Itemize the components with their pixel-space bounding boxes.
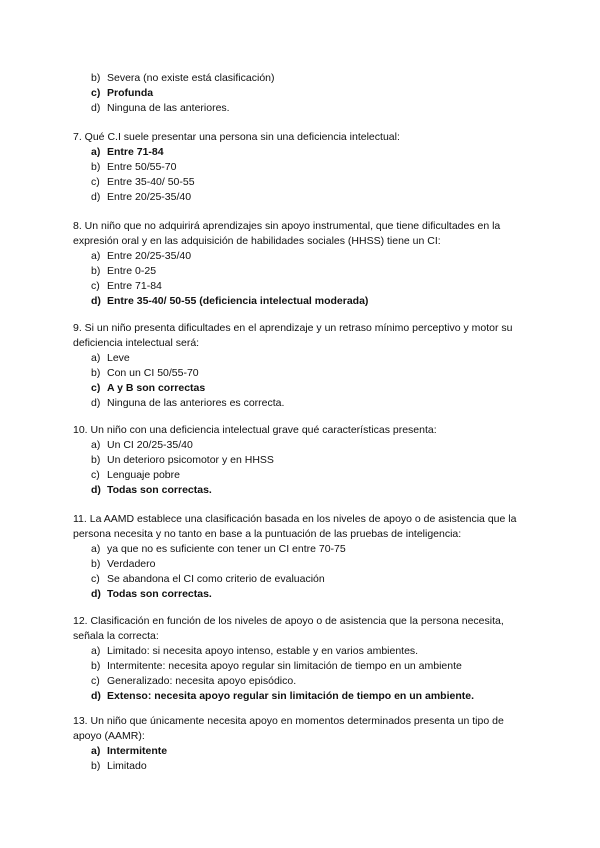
options-list — [73, 438, 533, 498]
option-letter: a) — [91, 146, 101, 158]
question-block-6-continued — [73, 71, 533, 116]
option-a — [73, 644, 533, 659]
option-text: Lenguaje pobre — [107, 469, 180, 481]
question-text: 11. La AAMD establece una clasificación basada en los niveles de apoyo o de asistencia que la persona necesita y no tanto en base a la puntuación de las pruebas de inteligencia: — [73, 513, 517, 540]
option-letter: a) — [91, 645, 101, 657]
question-block-8 — [73, 219, 533, 309]
options-list — [73, 351, 533, 411]
option-text: Un deterioro psicomotor y en HHSS — [107, 454, 274, 466]
option-letter: c) — [91, 573, 100, 585]
option-letter: c) — [91, 382, 101, 394]
options-list — [73, 249, 533, 309]
options-list — [73, 542, 533, 602]
option-a — [73, 351, 533, 366]
option-d — [73, 190, 533, 205]
options-list — [73, 145, 533, 205]
options-list — [73, 744, 533, 774]
question-block-11 — [73, 512, 533, 602]
option-text: Entre 20/25-35/40 — [107, 250, 192, 262]
question-block-12 — [73, 614, 533, 704]
option-d — [73, 483, 533, 498]
option-text: Intermitente: necesita apoyo regular sin limitación de tiempo en un ambiente — [107, 660, 462, 672]
option-c — [73, 468, 533, 483]
option-text: Limitado — [107, 760, 147, 772]
option-letter: b) — [91, 660, 101, 672]
option-letter: b) — [91, 367, 101, 379]
option-letter: b) — [91, 265, 101, 277]
option-text: Verdadero — [107, 558, 156, 570]
question-block-10 — [73, 423, 533, 498]
option-d — [73, 101, 533, 116]
option-b — [73, 71, 533, 86]
option-letter: a) — [91, 439, 101, 451]
option-letter: c) — [91, 280, 100, 292]
option-letter: c) — [91, 176, 100, 188]
option-c — [73, 572, 533, 587]
options-list — [73, 71, 533, 116]
option-letter: d) — [91, 102, 101, 114]
option-letter: c) — [91, 675, 100, 687]
option-text: Profunda — [107, 87, 154, 99]
option-text: A y B son correctas — [107, 382, 206, 394]
question-text: 10. Un niño con una deficiencia intelectual grave qué características presenta: — [73, 424, 437, 436]
option-d — [73, 587, 533, 602]
option-letter: d) — [91, 397, 101, 409]
option-text: Entre 0-25 — [107, 265, 157, 277]
option-c — [73, 381, 533, 396]
question-block-7 — [73, 130, 533, 205]
option-c — [73, 86, 533, 101]
option-text: Un CI 20/25-35/40 — [107, 439, 193, 451]
option-text: Entre 50/55-70 — [107, 161, 177, 173]
option-b — [73, 160, 533, 175]
option-letter: c) — [91, 87, 101, 99]
option-d — [73, 396, 533, 411]
option-letter: b) — [91, 454, 101, 466]
option-a — [73, 744, 533, 759]
option-letter: b) — [91, 760, 101, 772]
option-text: Severa (no existe está clasificación) — [107, 72, 275, 84]
option-letter: d) — [91, 295, 101, 307]
option-b — [73, 453, 533, 468]
option-text: Entre 35-40/ 50-55 — [107, 176, 195, 188]
option-letter: a) — [91, 352, 101, 364]
option-letter: d) — [91, 484, 101, 496]
option-c — [73, 175, 533, 190]
option-text: Leve — [107, 352, 130, 364]
option-text: Generalizado: necesita apoyo episódico. — [107, 675, 297, 687]
option-text: Ninguna de las anteriores. — [107, 102, 230, 114]
option-a — [73, 249, 533, 264]
option-text: Se abandona el CI como criterio de evaluación — [107, 573, 325, 585]
option-text: Entre 20/25-35/40 — [107, 191, 192, 203]
option-letter: b) — [91, 161, 101, 173]
option-letter: b) — [91, 72, 101, 84]
option-a — [73, 438, 533, 453]
question-text: 13. Un niño que únicamente necesita apoyo en momentos determinados presenta un tipo de apoyo (AAMR): — [73, 715, 504, 742]
option-letter: a) — [91, 543, 101, 555]
option-a — [73, 542, 533, 557]
option-text: Entre 71-84 — [107, 280, 162, 292]
options-list — [73, 644, 533, 704]
option-a — [73, 145, 533, 160]
option-letter: a) — [91, 250, 101, 262]
option-c — [73, 279, 533, 294]
option-text: Entre 35-40/ 50-55 (deficiencia intelectual moderada) — [107, 295, 369, 307]
option-text: Ninguna de las anteriores es correcta. — [107, 397, 285, 409]
option-b — [73, 659, 533, 674]
option-letter: a) — [91, 745, 101, 757]
option-text: Todas son correctas. — [107, 588, 212, 600]
question-text: 9. Si un niño presenta dificultades en el aprendizaje y un retraso mínimo perceptivo y motor su deficiencia intelectual será: — [73, 322, 513, 349]
option-letter: b) — [91, 558, 101, 570]
option-text: ya que no es suficiente con tener un CI entre 70-75 — [107, 543, 346, 555]
option-text: Con un CI 50/55-70 — [107, 367, 199, 379]
option-d — [73, 294, 533, 309]
option-text: Limitado: si necesita apoyo intenso, estable y en varios ambientes. — [107, 645, 419, 657]
question-text: 7. Qué C.I suele presentar una persona sin una deficiencia intelectual: — [73, 131, 400, 143]
option-b — [73, 557, 533, 572]
option-text: Todas son correctas. — [107, 484, 212, 496]
option-letter: c) — [91, 469, 100, 481]
option-b — [73, 264, 533, 279]
option-letter: d) — [91, 191, 101, 203]
option-text: Extenso: necesita apoyo regular sin limitación de tiempo en un ambiente. — [107, 690, 475, 702]
question-text: 12. Clasificación en función de los niveles de apoyo o de asistencia que la persona necesita, señala la correcta: — [73, 615, 504, 642]
option-c — [73, 674, 533, 689]
question-text: 8. Un niño que no adquirirá aprendizajes sin apoyo instrumental, que tiene dificultades en la expresión oral y en las adquisición de habilidades sociales (HHSS) tiene un CI: — [73, 220, 501, 247]
option-d — [73, 689, 533, 704]
option-text: Intermitente — [107, 745, 168, 757]
option-b — [73, 759, 533, 774]
question-block-9 — [73, 321, 533, 411]
option-letter: d) — [91, 588, 101, 600]
option-text: Entre 71-84 — [107, 146, 164, 158]
question-block-13 — [73, 714, 533, 774]
option-b — [73, 366, 533, 381]
option-letter: d) — [91, 690, 101, 702]
